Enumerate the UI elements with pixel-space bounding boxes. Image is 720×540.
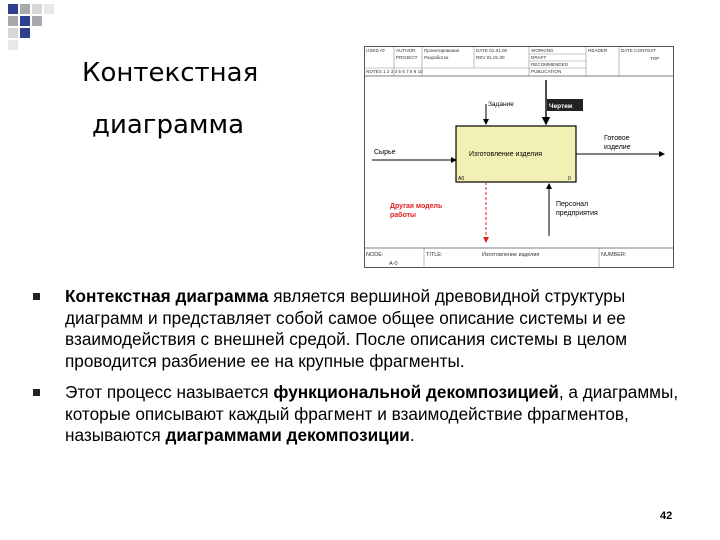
header-cell: RECOMMENDED: [531, 62, 569, 67]
footer-title-label: TITLE:: [426, 252, 443, 258]
input-label: Сырье: [374, 149, 396, 156]
header-cell: DATE CONTEXT: [621, 48, 657, 53]
page-number: 42: [660, 510, 673, 522]
bullet-text-bold: Контекстная диаграмма: [65, 286, 269, 306]
context-diagram: [364, 46, 674, 268]
header-cell: PROJECT: [396, 55, 418, 60]
header-cell: TOP: [650, 56, 660, 61]
footer-title-value: Изготовление изделия: [482, 252, 540, 258]
bullet-text: , а диаграммы, которые описывают каждый фрагмент и взаимодействие фрагментов, называются: [65, 382, 679, 445]
header-cell: DRAFT: [531, 55, 547, 60]
call-label-line-2: работы: [390, 212, 417, 219]
header-cell: REV 01.01.00: [476, 55, 505, 60]
header-cell: PUBLICATION: [531, 69, 562, 74]
bullet-marker: [33, 389, 40, 396]
deco-square: [20, 16, 30, 26]
control-1-label: Задание: [488, 101, 514, 108]
deco-square: [8, 28, 18, 38]
control-2-label: Чертеж: [549, 103, 573, 110]
bullet-text: Этот процесс называется: [65, 382, 274, 402]
deco-square: [20, 28, 30, 38]
bullet-text-bold: функциональной декомпозицией: [273, 382, 559, 402]
header-cell: USED AT: [366, 48, 386, 53]
function-box-number: A0: [458, 176, 465, 182]
header-cell: READER: [588, 48, 608, 53]
deco-square: [32, 16, 42, 26]
header-cell: AUTHOR: [396, 48, 416, 53]
mechanism-label-line-1: Персонал: [556, 201, 589, 208]
bullet-item: [33, 286, 693, 372]
bullet-marker: [33, 293, 40, 300]
bullet-text: является вершиной древовидной структуры диаграмм и представляет собой самое общее описание системы и ее взаимодействия с внешней средой. После описания системы в целом проводится разбиение ее на крупные фрагменты.: [65, 286, 628, 371]
function-box-corner: 0: [568, 176, 571, 182]
deco-square: [44, 4, 54, 14]
header-cell: Разработка: [424, 55, 449, 60]
footer-node-value: A-0: [389, 261, 398, 267]
header-cell: NOTES 1 2 3 4 5 6 7 8 9 10: [366, 69, 423, 74]
deco-square: [8, 4, 18, 14]
bullet-text-bold: диаграммами декомпозиции: [165, 425, 410, 445]
bullet-text: .: [409, 425, 415, 445]
slide-title-line-1: Контекстная: [82, 58, 259, 88]
deco-square: [8, 40, 18, 50]
call-label-line-1: Другая модель: [390, 203, 443, 210]
output-label-line-1: Готовое: [604, 135, 630, 142]
mechanism-label-line-2: предприятия: [556, 210, 598, 217]
bullet-list: [33, 286, 693, 447]
deco-square: [8, 16, 18, 26]
footer-number-label: NUMBER:: [601, 252, 627, 258]
header-cell: DATE 01.01.00: [476, 48, 508, 53]
function-box-label: Изготовление изделия: [469, 151, 543, 158]
deco-square: [32, 4, 42, 14]
header-cell: Проектирование: [424, 48, 460, 53]
slide-title-line-2: диаграмма: [92, 110, 245, 140]
deco-square: [20, 4, 30, 14]
bullet-item: [33, 382, 693, 447]
header-cell: WORKING: [531, 48, 554, 53]
footer-node-label: NODE:: [366, 252, 384, 258]
output-label-line-2: изделие: [604, 144, 631, 151]
